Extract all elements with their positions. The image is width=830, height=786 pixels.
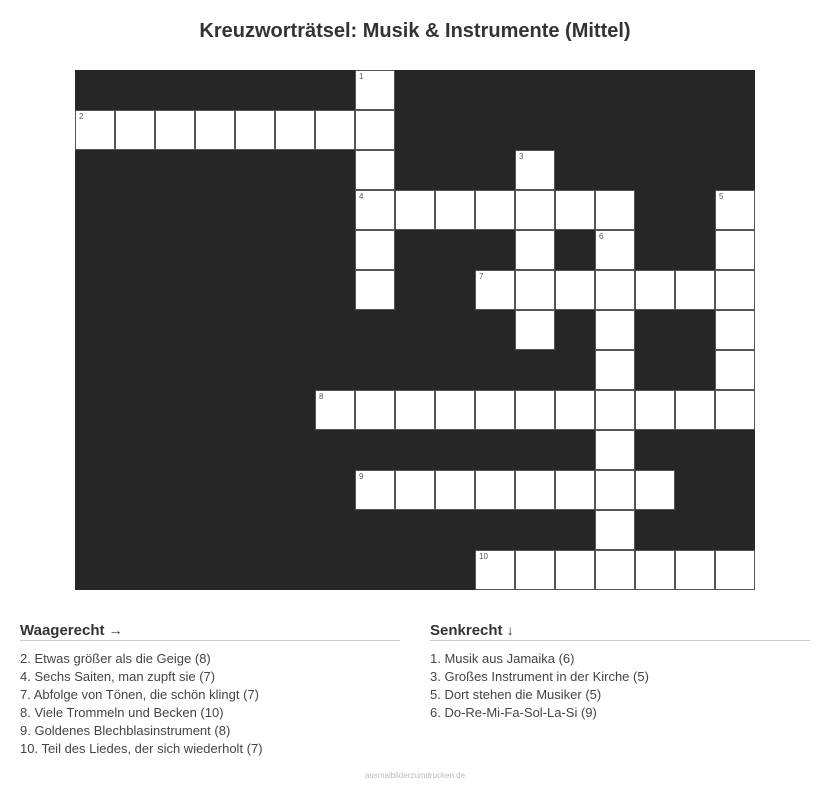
crossword-cell[interactable] <box>635 550 675 590</box>
crossword-cell[interactable] <box>555 550 595 590</box>
crossword-cell[interactable] <box>395 190 435 230</box>
crossword-cell[interactable] <box>595 430 635 470</box>
crossword-cell[interactable] <box>515 190 555 230</box>
crossword-cell[interactable] <box>315 110 355 150</box>
crossword-cell[interactable] <box>355 110 395 150</box>
crossword-cell[interactable] <box>475 390 515 430</box>
down-heading <box>430 622 810 641</box>
crossword-cell[interactable] <box>595 270 635 310</box>
across-heading-label: Waagerecht <box>20 622 105 639</box>
crossword-cell[interactable] <box>515 470 555 510</box>
crossword-cell[interactable] <box>635 470 675 510</box>
crossword-cell[interactable] <box>595 390 635 430</box>
crossword-cell[interactable] <box>715 350 755 390</box>
crossword-cell[interactable] <box>515 150 555 190</box>
crossword-cell[interactable] <box>355 230 395 270</box>
down-heading-label: Senkrecht <box>430 622 503 639</box>
crossword-cell[interactable] <box>635 390 675 430</box>
down-clue: 1. Musik aus Jamaika (6) <box>430 651 575 666</box>
crossword-cell[interactable] <box>675 390 715 430</box>
page-title: Kreuzworträtsel: Musik & Instrumente (Mittel) <box>199 20 631 42</box>
across-heading <box>20 622 400 641</box>
across-clue: 9. Goldenes Blechblasinstrument (8) <box>20 723 231 738</box>
crossword-cell[interactable] <box>355 150 395 190</box>
clue-number: 1 <box>359 72 364 81</box>
clue-number: 6 <box>599 232 604 241</box>
crossword-cell[interactable] <box>355 70 395 110</box>
crossword-cell[interactable] <box>355 470 395 510</box>
crossword-cell[interactable] <box>435 190 475 230</box>
crossword-cell[interactable] <box>595 190 635 230</box>
crossword-cell[interactable] <box>595 510 635 550</box>
crossword-cell[interactable] <box>235 110 275 150</box>
down-clues <box>430 622 810 722</box>
across-clue-list <box>20 650 400 758</box>
footer-watermark: ausmalbilderzumdrucken.de <box>364 771 466 780</box>
crossword-cell[interactable] <box>595 230 635 270</box>
crossword-cell[interactable] <box>515 270 555 310</box>
down-clue: 6. Do-Re-Mi-Fa-Sol-La-Si (9) <box>430 705 597 720</box>
crossword-cell[interactable] <box>435 470 475 510</box>
crossword-cell[interactable] <box>115 110 155 150</box>
crossword-cell[interactable] <box>715 390 755 430</box>
crossword-cell[interactable] <box>515 390 555 430</box>
down-clue: 3. Großes Instrument in der Kirche (5) <box>430 669 649 684</box>
crossword-cell[interactable] <box>555 470 595 510</box>
crossword-cell[interactable] <box>315 390 355 430</box>
crossword-cell[interactable] <box>715 230 755 270</box>
crossword-cell[interactable] <box>595 470 635 510</box>
crossword-cell[interactable] <box>155 110 195 150</box>
crossword-cell[interactable] <box>555 190 595 230</box>
clue-number: 3 <box>519 152 524 161</box>
down-arrow-icon: ↓ <box>506 622 514 638</box>
clue-number: 9 <box>359 472 364 481</box>
crossword-cell[interactable] <box>555 270 595 310</box>
crossword-cell[interactable] <box>475 550 515 590</box>
across-clue: 7. Abfolge von Tönen, die schön klingt (7) <box>20 687 259 702</box>
crossword-cell[interactable] <box>715 310 755 350</box>
crossword-cell[interactable] <box>675 550 715 590</box>
down-clue-list <box>430 650 810 722</box>
crossword-cell[interactable] <box>395 390 435 430</box>
crossword-cell[interactable] <box>475 190 515 230</box>
crossword-cell[interactable] <box>715 550 755 590</box>
across-clues <box>20 622 400 758</box>
across-clue: 8. Viele Trommeln und Becken (10) <box>20 705 224 720</box>
right-arrow-icon: → <box>108 622 123 638</box>
crossword-cell[interactable] <box>515 230 555 270</box>
crossword-cell[interactable] <box>555 390 595 430</box>
clue-number: 4 <box>359 192 364 201</box>
crossword-cell[interactable] <box>275 110 315 150</box>
clue-number: 7 <box>479 272 484 281</box>
crossword-cell[interactable] <box>515 310 555 350</box>
across-clue: 10. Teil des Liedes, der sich wiederholt (7) <box>20 741 263 756</box>
crossword-cell[interactable] <box>595 550 635 590</box>
crossword-cell[interactable] <box>195 110 235 150</box>
crossword-cell[interactable] <box>515 550 555 590</box>
crossword-cell[interactable] <box>595 310 635 350</box>
clue-number: 10 <box>479 552 488 561</box>
clue-number: 5 <box>719 192 724 201</box>
clue-number: 2 <box>79 112 84 121</box>
crossword-cell[interactable] <box>475 470 515 510</box>
crossword-cell[interactable] <box>715 190 755 230</box>
crossword-cell[interactable] <box>355 390 395 430</box>
crossword-cell[interactable] <box>675 270 715 310</box>
crossword-cell[interactable] <box>475 270 515 310</box>
crossword-cell[interactable] <box>715 270 755 310</box>
crossword-cell[interactable] <box>395 470 435 510</box>
crossword-cell[interactable] <box>75 110 115 150</box>
crossword-cell[interactable] <box>355 270 395 310</box>
across-clue: 2. Etwas größer als die Geige (8) <box>20 651 211 666</box>
across-clue: 4. Sechs Saiten, man zupft sie (7) <box>20 669 216 684</box>
crossword-grid <box>75 70 755 590</box>
crossword-cell[interactable] <box>595 350 635 390</box>
crossword-cell[interactable] <box>635 270 675 310</box>
crossword-cell[interactable] <box>355 190 395 230</box>
crossword-cell[interactable] <box>435 390 475 430</box>
down-clue: 5. Dort stehen die Musiker (5) <box>430 687 602 702</box>
clue-number: 8 <box>319 392 324 401</box>
